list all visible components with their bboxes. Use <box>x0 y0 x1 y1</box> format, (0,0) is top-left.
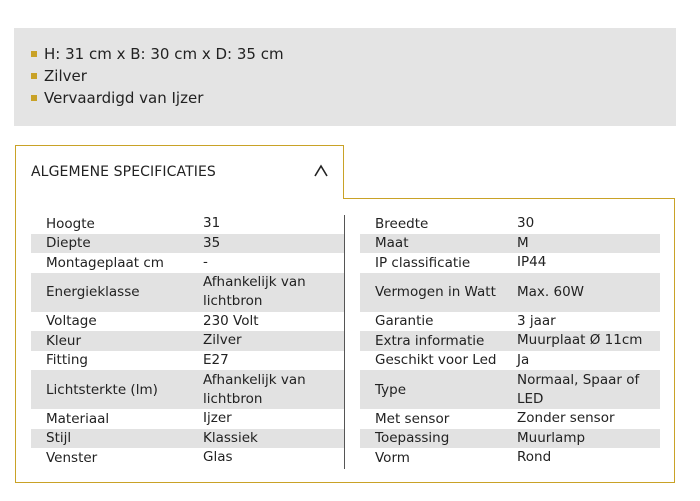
spec-label: Diepte <box>46 235 91 252</box>
spec-label: Montageplaat cm <box>46 254 164 271</box>
spec-row <box>31 214 344 234</box>
square-bullet-icon <box>31 95 37 101</box>
spec-value: M <box>517 234 529 251</box>
spec-label: Vermogen in Watt <box>375 284 496 300</box>
spec-row <box>31 331 344 351</box>
spec-label: Voltage <box>46 313 97 330</box>
specs-column-left <box>31 214 344 468</box>
spec-value: IP44 <box>517 254 547 271</box>
spec-label: Breedte <box>375 215 429 232</box>
spec-row <box>31 253 344 273</box>
feature-text: Vervaardigd van Ijzer <box>44 89 204 107</box>
spec-row <box>31 273 344 312</box>
spec-value: Normaal, Spaar of LED <box>517 371 640 407</box>
spec-value: Glas <box>203 449 233 466</box>
spec-row <box>360 429 660 449</box>
square-bullet-icon <box>31 73 37 79</box>
spec-value: - <box>203 254 208 271</box>
spec-value: Max. 60W <box>517 283 585 300</box>
spec-row <box>360 448 660 468</box>
chevron-up-icon[interactable] <box>313 163 329 179</box>
spec-label: Vorm <box>375 449 410 466</box>
spec-label: Met sensor <box>375 410 450 427</box>
spec-row <box>31 234 344 254</box>
spec-row <box>360 234 660 254</box>
spec-label: Extra informatie <box>375 332 485 349</box>
spec-value: 230 Volt <box>203 312 259 329</box>
spec-value: Afhankelijk van lichtbron <box>203 371 306 407</box>
spec-value: 30 <box>517 215 535 232</box>
spec-label: Venster <box>46 449 98 466</box>
spec-label: Energieklasse <box>46 284 140 300</box>
square-bullet-icon <box>31 51 37 57</box>
specs-column-right <box>360 214 660 468</box>
spec-label: Type <box>375 381 407 398</box>
spec-row <box>31 448 344 468</box>
feature-text: H: 31 cm x B: 30 cm x D: 35 cm <box>44 45 284 63</box>
column-divider <box>344 215 345 469</box>
spec-value: E27 <box>203 351 229 368</box>
spec-value: Klassiek <box>203 429 258 446</box>
specs-title: ALGEMENE SPECIFICATIES <box>31 164 216 180</box>
spec-value: Zonder sensor <box>517 410 615 427</box>
spec-value: 31 <box>203 215 221 232</box>
spec-label: Toepassing <box>375 430 450 447</box>
spec-value: 35 <box>203 234 221 251</box>
spec-row <box>31 312 344 332</box>
spec-row <box>360 312 660 332</box>
spec-label: Garantie <box>375 313 434 330</box>
feature-item <box>31 65 676 87</box>
spec-label: Hoogte <box>46 215 95 232</box>
spec-value: Ijzer <box>203 410 232 427</box>
spec-label: Lichtsterkte (lm) <box>46 381 158 398</box>
feature-text: Zilver <box>44 67 87 85</box>
product-features-box <box>14 28 676 126</box>
spec-value: Ja <box>517 351 530 368</box>
spec-row <box>360 331 660 351</box>
spec-label: Stijl <box>46 430 72 447</box>
spec-value: Zilver <box>203 332 242 349</box>
specs-accordion-header[interactable] <box>15 145 344 199</box>
spec-label: IP classificatie <box>375 254 471 271</box>
spec-row <box>31 409 344 429</box>
spec-row <box>360 273 660 312</box>
spec-row <box>360 253 660 273</box>
spec-row <box>31 351 344 371</box>
spec-row <box>360 214 660 234</box>
spec-row <box>360 409 660 429</box>
features-list <box>31 43 676 109</box>
specs-panel <box>15 198 675 483</box>
spec-row <box>360 351 660 371</box>
spec-value: Rond <box>517 449 552 466</box>
spec-row <box>31 429 344 449</box>
spec-label: Fitting <box>46 352 88 369</box>
spec-row <box>31 370 344 409</box>
feature-item <box>31 87 676 109</box>
spec-label: Geschikt voor Led <box>375 352 497 369</box>
spec-label: Kleur <box>46 332 82 349</box>
spec-value: Muurplaat Ø 11cm <box>517 332 643 349</box>
spec-label: Maat <box>375 235 409 252</box>
spec-value: Muurlamp <box>517 429 586 446</box>
spec-row <box>360 370 660 409</box>
spec-label: Materiaal <box>46 410 110 427</box>
spec-value: Afhankelijk van lichtbron <box>203 274 306 309</box>
feature-item <box>31 43 676 65</box>
spec-value: 3 jaar <box>517 312 556 329</box>
